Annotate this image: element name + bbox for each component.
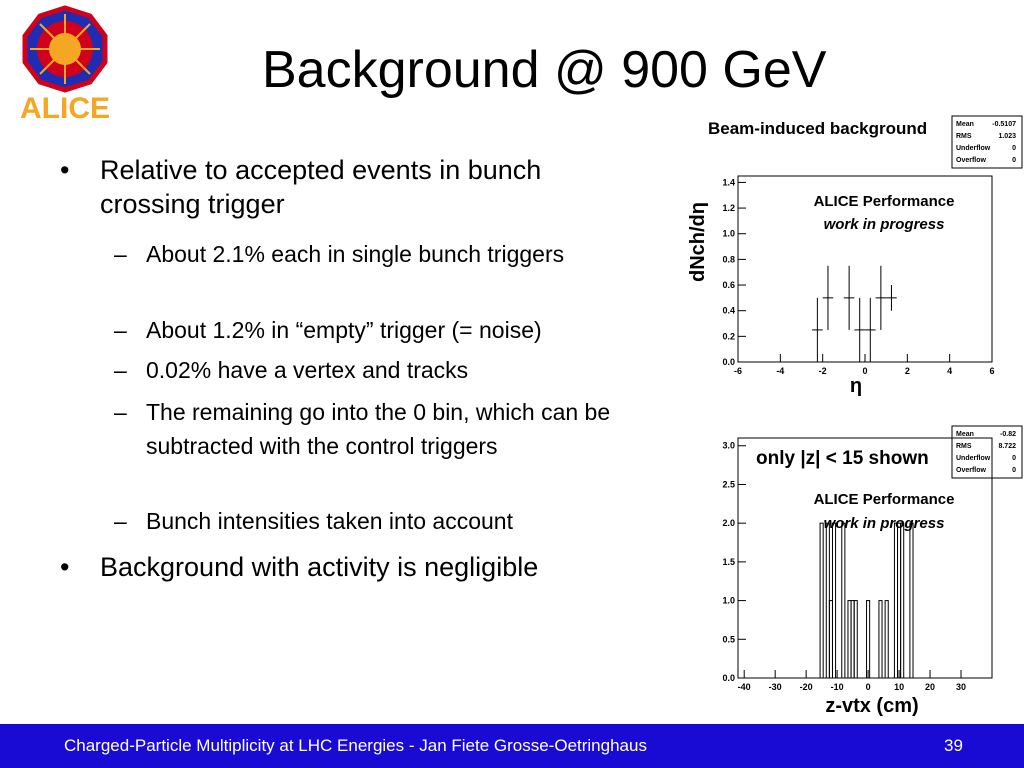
- histogram-bar: [901, 523, 904, 678]
- stats-value: -0.5107: [992, 121, 1016, 128]
- dash-marker: –: [114, 357, 127, 383]
- x-tick-label: 0: [862, 366, 868, 376]
- slide-title: Background @ 900 GeV: [262, 41, 827, 99]
- stats-label: Overflow: [956, 467, 986, 474]
- performance-label: ALICE Performance: [813, 491, 955, 508]
- stats-value: 0: [1012, 145, 1016, 152]
- bullet-dot: •: [60, 155, 70, 185]
- y-tick-label: 0.5: [722, 634, 735, 645]
- x-tick-label: -2: [818, 366, 827, 376]
- dash-marker: –: [114, 241, 127, 267]
- footer-bar: [0, 724, 1024, 768]
- bullet-text: The remaining go into the 0 bin, which can be subtracted with the control triggers: [146, 399, 611, 459]
- x-tick-label: -30: [768, 682, 782, 692]
- bullet-text: 0.02% have a vertex and tracks: [146, 357, 469, 383]
- stats-label: Underflow: [956, 145, 991, 152]
- y-tick-label: 1.0: [722, 595, 735, 606]
- bullet-text: Background with activity is negligible: [100, 552, 539, 582]
- x-tick-label: 0: [865, 682, 871, 692]
- dash-marker: –: [114, 317, 127, 343]
- y-tick-label: 2.5: [722, 479, 735, 490]
- y-tick-label: 2.0: [722, 518, 735, 529]
- y-tick-label: 3.0: [722, 440, 735, 451]
- x-axis-label: η: [849, 375, 863, 397]
- stats-value: -0.82: [1000, 431, 1016, 438]
- stats-value: 0: [1012, 157, 1016, 164]
- y-tick-label: 0.0: [722, 673, 735, 683]
- histogram-bar: [842, 523, 845, 678]
- histogram-bar: [867, 601, 870, 678]
- x-tick-label: 6: [989, 366, 995, 376]
- performance-sublabel: work in progress: [823, 515, 945, 532]
- performance-label: ALICE Performance: [813, 193, 955, 210]
- stats-label: RMS: [956, 133, 972, 140]
- x-tick-label: 30: [956, 682, 967, 692]
- histogram-bar: [854, 601, 857, 678]
- page-number: 39: [944, 736, 963, 755]
- x-tick-label: -4: [776, 366, 785, 376]
- y-tick-label: 0.8: [722, 254, 735, 265]
- y-tick-label: 1.2: [722, 203, 735, 214]
- y-tick-label: 0.6: [722, 280, 735, 291]
- footer-text: Charged-Particle Multiplicity at LHC Energies - Jan Fiete Grosse-Oetringhaus: [64, 736, 647, 755]
- y-tick-label: 1.4: [722, 177, 735, 188]
- stats-value: 0: [1012, 467, 1016, 474]
- y-tick-label: 1.5: [722, 556, 735, 567]
- x-tick-label: -10: [830, 682, 844, 692]
- logo-text: ALICE: [20, 92, 110, 122]
- histogram-bar: [820, 523, 823, 678]
- histogram-bar: [885, 601, 888, 678]
- bullet-text: About 1.2% in “empty” trigger (= noise): [146, 317, 542, 343]
- annotation: Beam-induced background: [708, 119, 928, 138]
- stats-value: 8.722: [998, 443, 1016, 450]
- y-tick-label: 0.0: [722, 357, 735, 367]
- bullet-text: About 2.1% each in single bunch triggers: [146, 241, 565, 267]
- histogram-bar: [832, 523, 835, 678]
- stats-label: Mean: [956, 431, 974, 438]
- stats-value: 0: [1012, 455, 1016, 462]
- stats-value: 1.023: [998, 133, 1016, 140]
- y-tick-label: 1.0: [722, 228, 735, 239]
- histogram-bar: [879, 601, 882, 678]
- bullet-text: Relative to accepted events in bunch crossing trigger: [100, 155, 542, 219]
- x-tick-label: 2: [904, 366, 910, 376]
- stats-label: Underflow: [956, 455, 991, 462]
- performance-sublabel: work in progress: [823, 216, 945, 233]
- alice-logo: [4, 4, 126, 122]
- y-axis-label: dNch/dη: [687, 202, 709, 282]
- dash-marker: –: [114, 399, 127, 425]
- stats-label: Mean: [956, 121, 974, 128]
- bullet-dot: •: [60, 552, 70, 582]
- annotation: only |z| < 15 shown: [756, 448, 929, 469]
- dash-marker: –: [114, 508, 127, 534]
- histogram-bar: [910, 523, 913, 678]
- x-axis-label: z-vtx (cm): [825, 695, 919, 717]
- x-tick-label: -6: [733, 366, 743, 376]
- stats-label: Overflow: [956, 157, 986, 164]
- y-tick-label: 0.2: [722, 331, 735, 342]
- zvtx-histogram: [660, 420, 1024, 720]
- stats-label: RMS: [956, 443, 972, 450]
- y-tick-label: 0.4: [722, 305, 735, 316]
- x-tick-label: 10: [894, 682, 905, 692]
- x-tick-label: 4: [947, 366, 953, 376]
- x-tick-label: -40: [737, 682, 751, 692]
- eta-histogram: [660, 110, 1024, 410]
- bullet-text: Bunch intensities taken into account: [146, 508, 513, 534]
- x-tick-label: 20: [925, 682, 936, 692]
- x-tick-label: -20: [799, 682, 813, 692]
